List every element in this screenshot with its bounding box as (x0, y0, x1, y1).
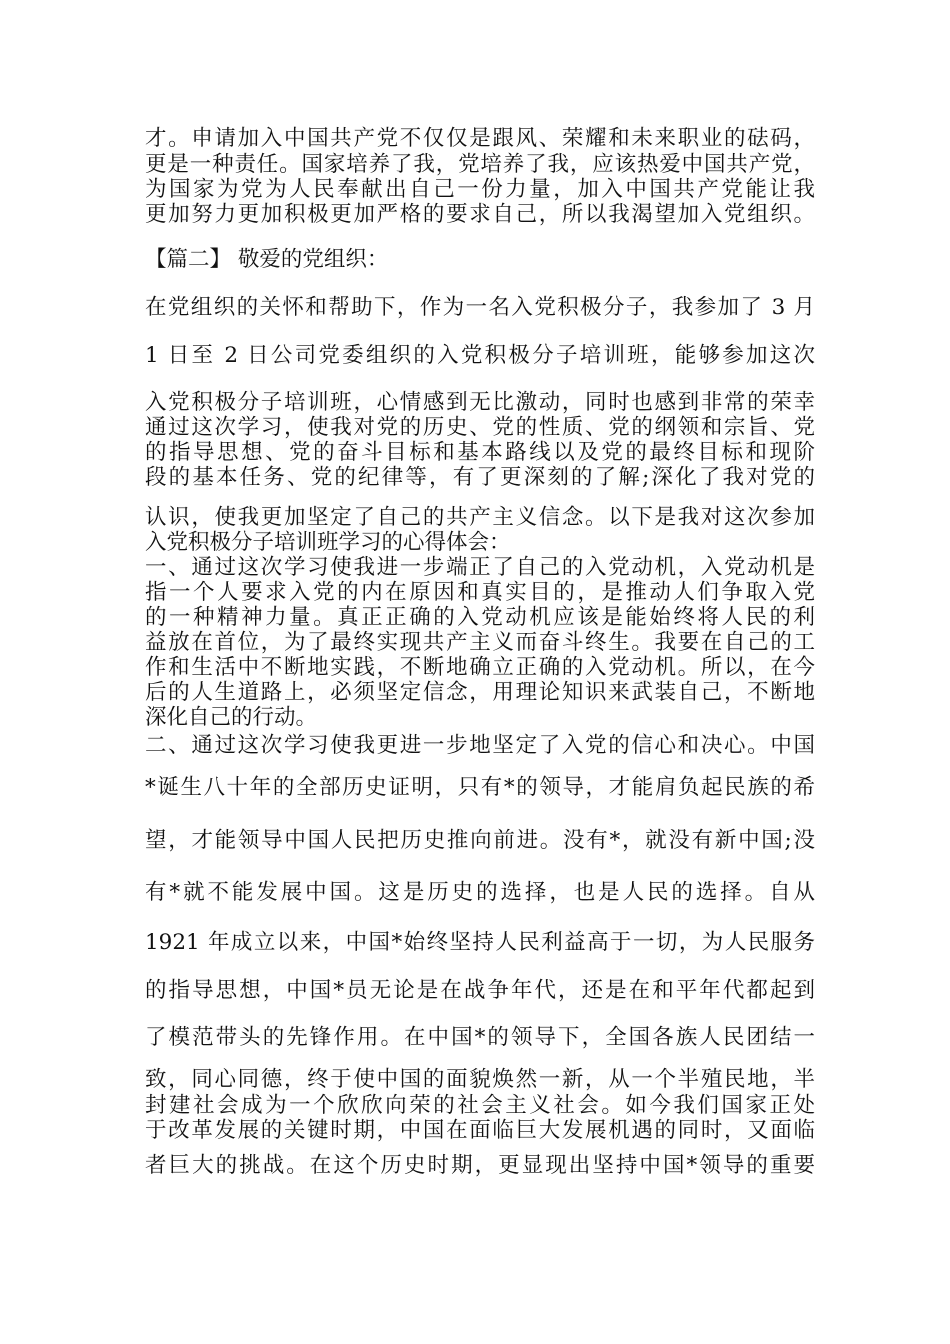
section-heading: 【篇二】 敬爱的党组织： (145, 247, 389, 272)
text-line: 者巨大的挑战。在这个历史时期，更显现出坚持中国*领导的重要 (145, 1153, 815, 1178)
text-line: 的指导思想、党的奋斗目标和基本路线以及党的最终目标和现阶 (145, 440, 815, 465)
text-line: 了模范带头的先锋作用。在中国*的领导下，全国各族人民团结一 (145, 1025, 815, 1050)
text-line: 望，才能领导中国人民把历史推向前进。没有*，就没有新中国;没 (145, 828, 815, 853)
text-line: 深化自己的行动。 (145, 705, 318, 730)
text-line: 更加努力更加积极更加严格的要求自己，所以我渴望加入党组织。 (145, 202, 815, 227)
text-line: 为国家为党为人民奉献出自己一份力量，加入中国共产党能让我 (145, 177, 815, 202)
text-line: 1 日至 2 日公司党委组织的入党积极分子培训班，能够参加这次 (145, 343, 815, 368)
text-line: 的一种精神力量。真正正确的入党动机应该是能始终将人民的利 (145, 605, 815, 630)
text-line: 一、通过这次学习使我进一步端正了自己的入党动机，入党动机是 (145, 555, 815, 580)
text-line: 于改革发展的关键时期，中国在面临巨大发展机遇的同时，又面临 (145, 1118, 815, 1143)
text-line: 入党积极分子培训班，心情感到无比激动，同时也感到非常的荣幸 (145, 390, 815, 415)
text-line: 作和生活中不断地实践，不断地确立正确的入党动机。所以，在今 (145, 655, 815, 680)
text-line: 通过这次学习，使我对党的历史、党的性质、党的纲领和宗旨、党 (145, 415, 815, 440)
text-line: 指一个人要求入党的内在原因和真实目的，是推动人们争取入党 (145, 580, 815, 605)
text-line: 益放在首位，为了最终实现共产主义而奋斗终生。我要在自己的工 (145, 630, 815, 655)
text-line: 致，同心同德，终于使中国的面貌焕然一新，从一个半殖民地，半 (145, 1067, 815, 1092)
text-line: 有*就不能发展中国。这是历史的选择，也是人民的选择。自从 (145, 880, 815, 905)
text-line: 认识，使我更加坚定了自己的共产主义信念。以下是我对这次参加 (145, 505, 815, 530)
text-line: 1921 年成立以来，中国*始终坚持人民利益高于一切，为人民服务 (145, 930, 815, 955)
text-line: 在党组织的关怀和帮助下，作为一名入党积极分子，我参加了 3 月 (145, 295, 815, 320)
text-line: 更是一种责任。国家培养了我，党培养了我，应该热爱中国共产党， (145, 152, 815, 177)
text-line: 的指导思想，中国*员无论是在战争年代，还是在和平年代都起到 (145, 978, 815, 1003)
text-line: 才。申请加入中国共产党不仅仅是跟风、荣耀和未来职业的砝码， (145, 126, 815, 151)
text-line: 后的人生道路上，必须坚定信念，用理论知识来武装自己，不断地 (145, 680, 815, 705)
text-line: 段的基本任务、党的纪律等，有了更深刻的了解;深化了我对党的 (145, 465, 815, 490)
text-line: 入党积极分子培训班学习的心得体会： (145, 530, 511, 555)
text-line: 二、通过这次学习使我更进一步地坚定了入党的信心和决心。中国 (145, 733, 815, 758)
text-line: *诞生八十年的全部历史证明，只有*的领导，才能肩负起民族的希 (145, 775, 815, 800)
text-line: 封建社会成为一个欣欣向荣的社会主义社会。如今我们国家正处 (145, 1093, 815, 1118)
